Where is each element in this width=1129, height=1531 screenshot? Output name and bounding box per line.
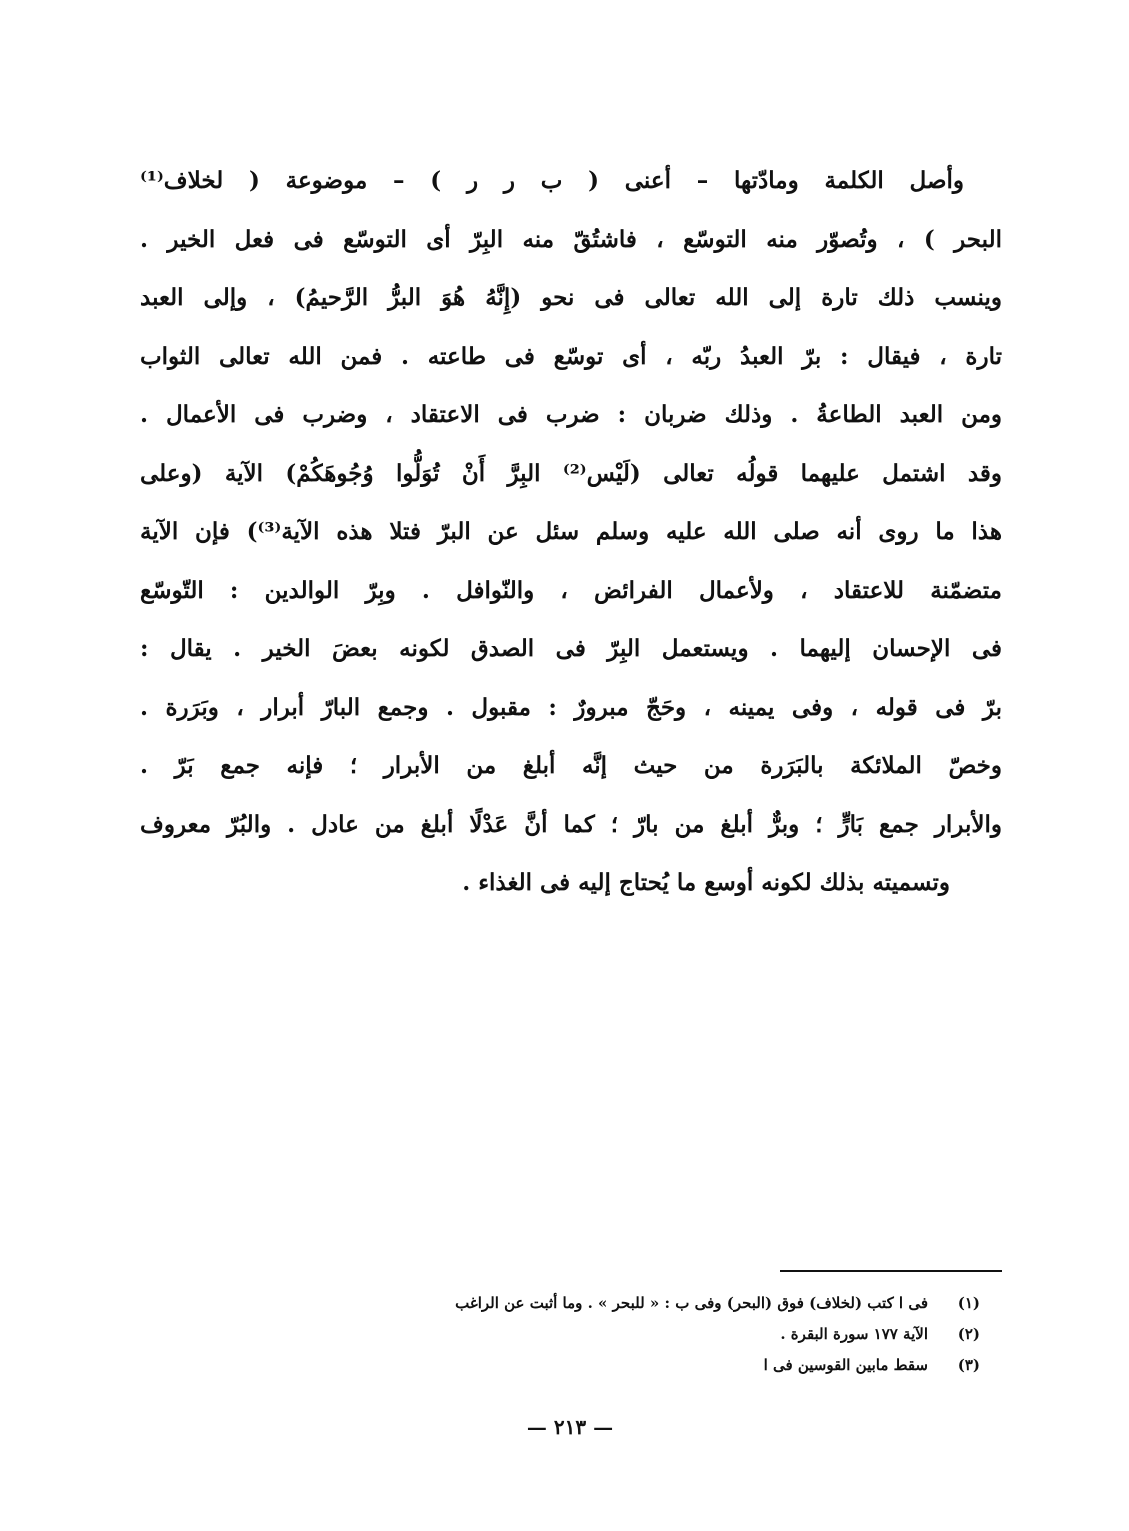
footnote-1 (200, 1288, 980, 1319)
text-line: هذا ما روى أنه صلى الله عليه وسلم سئل عن البرّ فتلا هذه الآية⁽³⁾) فإن الآية (140, 518, 1002, 545)
text-line: البحر ) ، وتُصوّر منه التوسّع ، فاشتُقّ منه البِرّ أى التوسّع فى فعل الخير . (140, 225, 1002, 253)
footnote-text: الآية ١٧٧ سورة البقرة . (780, 1325, 928, 1343)
footnote-3 (200, 1350, 980, 1381)
text-line: وقد اشتمل عليهما قولُه تعالى (لَيْس⁽²⁾ البِرَّ أَنْ تُوَلُّوا وُجُوهَكُمْ) الآية (وعلى (140, 459, 1002, 487)
text-line: والأبرار جمع بَارٍّ ؛ وبرٌّ أبلغ من بارّ ؛ كما أنَّ عَدْلًا أبلغ من عادل . والبُرّ معروف (140, 810, 1002, 838)
text-line: وأصل الكلمة ومادّتها – أعنى ( ب ر ر ) – موضوعة ( لخلاف⁽¹⁾ (140, 167, 964, 194)
text-line: تارة ، فيقال : برّ العبدُ ربّه ، أى توسّع فى طاعته . فمن الله تعالى الثواب (140, 342, 1002, 370)
footnote-number: (١) (957, 1294, 980, 1312)
page-number: — ٢١٣ — (526, 1415, 614, 1439)
footnote-number: (٣) (957, 1356, 980, 1374)
text-line: فى الإحسان إليهما . ويستعمل البِرّ فى الصدق لكونه بعضَ الخير . يقال : (140, 635, 1002, 662)
text-line: برّ فى قوله ، وفى يمينه ، وحَجّ مبرورٌ : مقبول . وجمع البارّ أبرار ، وبَرَرة . (140, 693, 1002, 721)
main-text (140, 152, 1002, 913)
footnote-number: (٢) (957, 1325, 980, 1343)
text-line: وخصّ الملائكة بالبَرَرة من حيث إنَّه أبلغ من الأبرار ؛ فإنه جمع بَرّ . (140, 752, 1002, 779)
text-line: متضمّنة للاعتقاد ، ولأعمال الفرائض ، والنّوافل . وبِرّ الوالدين : التّوسّع (140, 576, 1002, 604)
footnote-text: فى ا كتب (لخلاف) فوق (البحر) وفى ب : « للبحر » . وما أثبت عن الراغب (455, 1294, 928, 1312)
footnote-text: سقط مابين القوسين فى ا (763, 1356, 928, 1374)
text-line: وتسميته بذلك لكونه أوسع ما يُحتاج إليه فى الغذاء . (462, 869, 950, 896)
footnote-divider (780, 1270, 1002, 1272)
text-line: ومن العبد الطاعةُ . وذلك ضربان : ضرب فى الاعتقاد ، وضرب فى الأعمال . (140, 401, 1002, 428)
text-line: وينسب ذلك تارة إلى الله تعالى فى نحو (إِنَّهُ هُوَ البرُّ الرَّحيمُ) ، وإلى العبد (140, 284, 1002, 311)
footnotes (200, 1288, 980, 1381)
footnote-2 (200, 1319, 980, 1350)
